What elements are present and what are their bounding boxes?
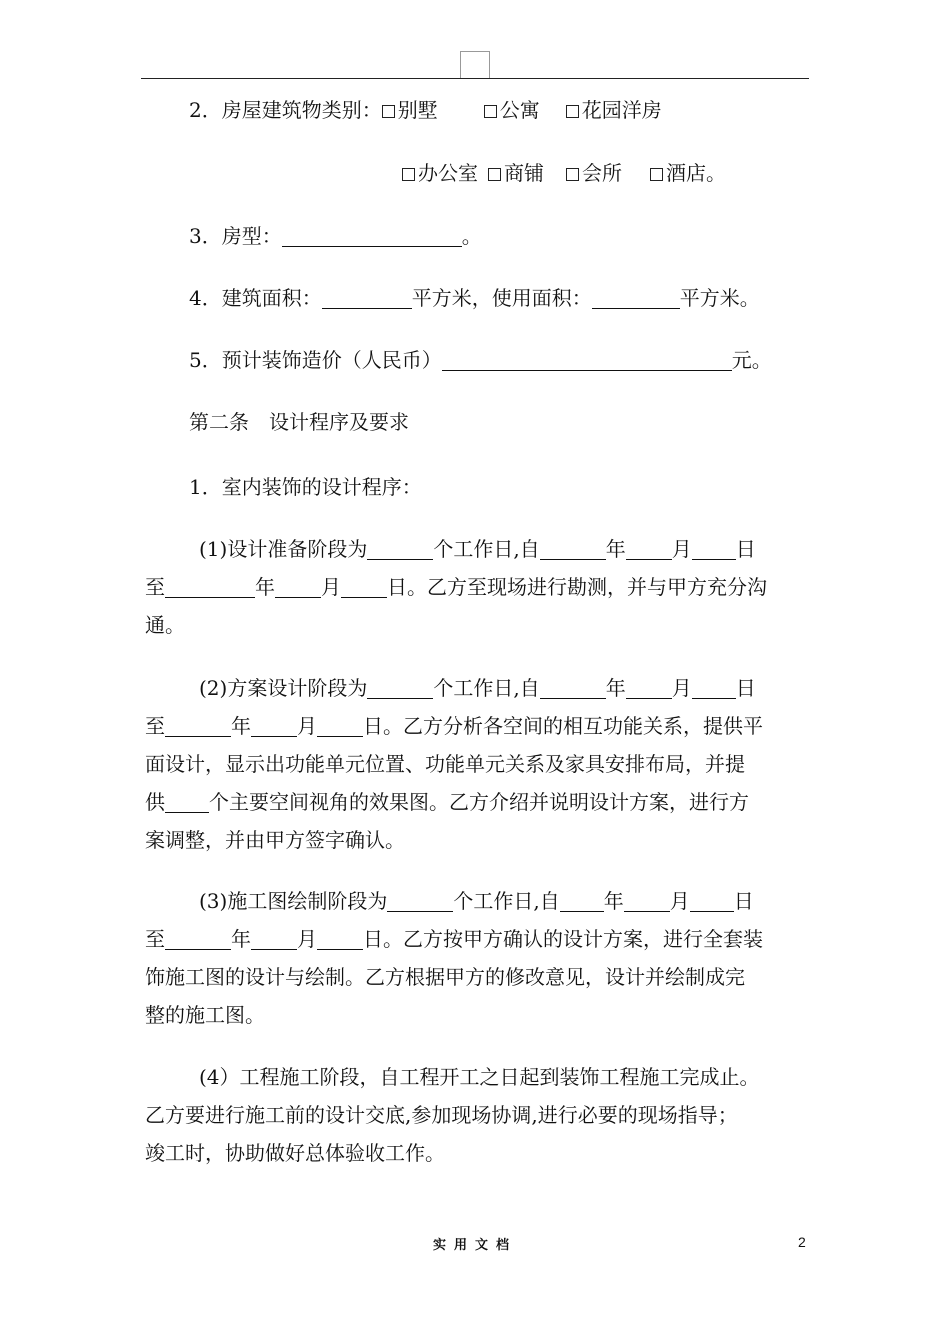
- room-type-label: 3．房型：: [189, 224, 282, 248]
- checkbox-club[interactable]: [566, 168, 579, 181]
- stage1-end-month-blank[interactable]: [275, 577, 321, 598]
- option-shop: 商铺: [504, 161, 544, 185]
- stage1-from: 个工作日,自: [433, 537, 540, 561]
- footer-label: 实用文档: [432, 1238, 517, 1253]
- stage2-from: 个工作日,自: [433, 676, 540, 700]
- stage2-day: 日: [735, 676, 756, 700]
- stage2-label: (2)方案设计阶段为: [199, 676, 368, 700]
- stage1-description: 日。乙方至现场进行勘测，并与甲方充分沟: [387, 575, 767, 599]
- stage2-to: 至: [145, 714, 165, 738]
- stage1-days-blank[interactable]: [367, 539, 433, 560]
- stage2-end-year: 年: [231, 714, 251, 738]
- option-villa: 别墅: [397, 98, 438, 122]
- stage2-line-1: [199, 676, 756, 700]
- checkbox-shop[interactable]: [488, 168, 501, 181]
- header-rule: [141, 78, 809, 79]
- checkbox-apartment[interactable]: [484, 105, 497, 118]
- stage4-line-2: 乙方要进行施工前的设计交底,参加现场协调,进行必要的现场指导；: [145, 1103, 738, 1127]
- stage2-start-year-blank[interactable]: [540, 678, 606, 699]
- stage2-end-day-blank[interactable]: [317, 716, 363, 737]
- stage3-days-blank[interactable]: [387, 891, 453, 912]
- stage1-to: 至: [145, 575, 165, 599]
- stage1-label: (1)设计准备阶段为: [199, 537, 368, 561]
- stage2-line-3: 面设计，显示出功能单元位置、功能单元关系及家具安排布局，并提: [145, 752, 745, 776]
- stage2-line-5: 案调整，并由甲方签字确认。: [145, 828, 405, 852]
- stage3-end-month-blank[interactable]: [251, 929, 297, 950]
- stage1-line-1: [199, 537, 756, 561]
- stage2-start-day-blank[interactable]: [692, 678, 736, 699]
- stage3-end-day-blank[interactable]: [317, 929, 363, 950]
- room-type-end: 。: [461, 224, 482, 248]
- stage4-line-3: 竣工时，协助做好总体验收工作。: [145, 1141, 445, 1165]
- stage1-day: 日: [735, 537, 756, 561]
- stage2-days-blank[interactable]: [367, 678, 433, 699]
- stage3-start-day-blank[interactable]: [690, 891, 734, 912]
- stage2-description: 日。乙方分析各空间的相互功能关系，提供平: [363, 714, 763, 738]
- building-type-row-2: [402, 161, 726, 185]
- usable-area-blank[interactable]: [592, 288, 680, 309]
- cost-unit: 元。: [731, 348, 772, 372]
- option-office: 办公室: [418, 161, 478, 185]
- stage2-line-4: [145, 790, 749, 814]
- area-row: [189, 286, 760, 310]
- stage1-end-year-blank[interactable]: [165, 577, 255, 598]
- room-type-row: [189, 224, 482, 248]
- header-box: [460, 51, 490, 78]
- stage3-start-month-blank[interactable]: [624, 891, 670, 912]
- usable-area-label: 平方米，使用面积：: [411, 286, 592, 310]
- stage1-month: 月: [671, 537, 692, 561]
- stage2-renderings-text: 个主要空间视角的效果图。乙方介绍并说明设计方案，进行方: [209, 790, 749, 814]
- article-2-title: 第二条 设计程序及要求: [189, 410, 409, 434]
- option-hotel: 酒店。: [666, 161, 726, 185]
- stage3-start-year-blank[interactable]: [560, 891, 604, 912]
- building-area-blank[interactable]: [322, 288, 412, 309]
- stage2-end-year-blank[interactable]: [165, 716, 231, 737]
- stage3-line-3: 饰施工图的设计与绘制。乙方根据甲方的修改意见，设计并绘制成完: [145, 965, 745, 989]
- checkbox-hotel[interactable]: [650, 168, 663, 181]
- stage1-year: 年: [605, 537, 626, 561]
- stage3-end-year-blank[interactable]: [165, 929, 231, 950]
- stage1-end-month: 月: [321, 575, 341, 599]
- stage2-line-2: [145, 714, 763, 738]
- building-type-row-1: [189, 98, 662, 122]
- stage3-label: (3)施工图绘制阶段为: [199, 889, 388, 913]
- checkbox-villa[interactable]: [382, 105, 395, 118]
- stage3-from: 个工作日,自: [453, 889, 560, 913]
- option-apartment: 公寓: [499, 98, 540, 122]
- room-type-blank[interactable]: [282, 226, 462, 247]
- stage1-start-day-blank[interactable]: [692, 539, 736, 560]
- building-area-label: 4．建筑面积：: [189, 286, 322, 310]
- option-garden-house: 花园洋房: [581, 98, 662, 122]
- checkbox-office[interactable]: [402, 168, 415, 181]
- stage3-year: 年: [603, 889, 624, 913]
- page-number: 2: [798, 1234, 806, 1250]
- stage2-provide: 供: [145, 790, 165, 814]
- stage1-end-day-blank[interactable]: [341, 577, 387, 598]
- stage3-day: 日: [733, 889, 754, 913]
- stage1-line-3: 通。: [145, 613, 185, 637]
- stage1-line-2: [145, 575, 767, 599]
- stage3-end-month: 月: [297, 927, 317, 951]
- stage2-end-month: 月: [297, 714, 317, 738]
- stage3-line-4: 整的施工图。: [145, 1003, 265, 1027]
- stage3-line-1: [199, 889, 754, 913]
- option-club: 会所: [582, 161, 622, 185]
- stage4-line-1: (4）工程施工阶段，自工程开工之日起到装饰工程施工完成止。: [199, 1065, 760, 1089]
- stage1-start-year-blank[interactable]: [540, 539, 606, 560]
- stage2-month: 月: [671, 676, 692, 700]
- stage2-year: 年: [605, 676, 626, 700]
- stage2-renderings-blank[interactable]: [165, 792, 209, 813]
- checkbox-garden-house[interactable]: [566, 105, 579, 118]
- stage3-month: 月: [669, 889, 690, 913]
- cost-row: [189, 348, 772, 372]
- stage2-start-month-blank[interactable]: [626, 678, 672, 699]
- usable-area-unit: 平方米。: [679, 286, 760, 310]
- cost-blank[interactable]: [442, 350, 732, 371]
- stage3-description: 日。乙方按甲方确认的设计方案，进行全套装: [363, 927, 763, 951]
- design-procedure-heading: 1．室内装饰的设计程序：: [189, 475, 422, 499]
- stage1-end-year: 年: [255, 575, 275, 599]
- stage3-end-year: 年: [231, 927, 251, 951]
- stage3-line-2: [145, 927, 763, 951]
- stage3-to: 至: [145, 927, 165, 951]
- building-type-label: 2．房屋建筑物类别：: [189, 98, 382, 122]
- stage1-start-month-blank[interactable]: [626, 539, 672, 560]
- cost-label: 5．预计装饰造价（人民币）: [189, 348, 442, 372]
- stage2-end-month-blank[interactable]: [251, 716, 297, 737]
